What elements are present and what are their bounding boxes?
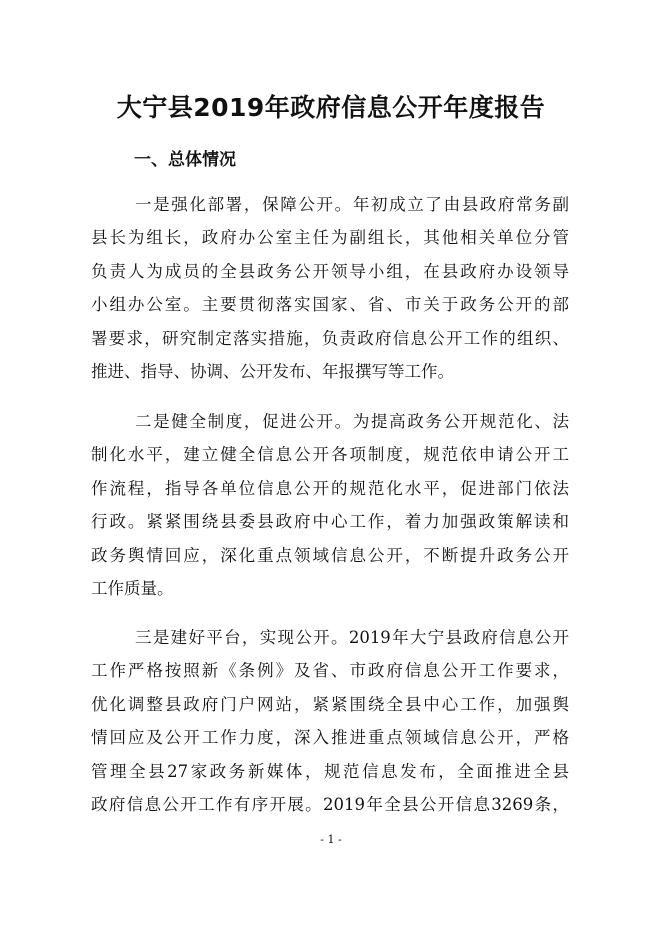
paragraph-line: 推进、指导、协调、公开发布、年报撰写等工作。	[91, 362, 454, 382]
paragraph-line: 工作严格按照新《条例》及省、市政府信息公开工作要求，	[91, 661, 569, 681]
paragraph-line: 三是建好平台，实现公开。2019年大宁县政府信息公开	[135, 628, 569, 647]
paragraph-line: 二是健全制度，促进公开。为提高政务公开规范化、法	[135, 412, 569, 431]
paragraph-2	[91, 405, 569, 605]
paragraph-line: 行政。紧紧围绕县委县政府中心工作，着力加强政策解读和	[91, 512, 569, 532]
paragraph-line: 负责人为成员的全县政务公开领导小组，在县政府办设领导	[91, 261, 569, 281]
paragraph-line: 政府信息公开工作有序开展。2019年全县公开信息3269条，	[91, 795, 569, 815]
page-number: - 1 -	[320, 833, 342, 846]
paragraph-line: 一是强化部署，保障公开。年初成立了由县政府常务副	[135, 195, 569, 214]
paragraph-1	[91, 188, 569, 388]
paragraph-line: 政务舆情回应，深化重点领域信息公开，不断提升政务公开	[91, 545, 569, 565]
paragraph-line: 小组办公室。主要贯彻落实国家、省、市关于政务公开的部	[91, 295, 569, 315]
paragraph-line: 管理全县27家政务新媒体，规范信息发布，全面推进全县	[91, 761, 569, 781]
paragraph-3	[91, 621, 569, 821]
paragraph-line: 制化水平，建立健全信息公开各项制度，规范依申请公开工	[91, 445, 569, 465]
paragraph-line: 作流程，指导各单位信息公开的规范化水平，促进部门依法	[91, 478, 569, 498]
paragraph-line: 情回应及公开工作力度，深入推进重点领域信息公开，严格	[91, 728, 569, 748]
section-heading: 一、总体情况	[134, 150, 236, 170]
paragraph-line: 署要求，研究制定落实措施，负责政府信息公开工作的组织、	[91, 328, 569, 348]
document-title: 大宁县2019年政府信息公开年度报告	[116, 93, 546, 122]
paragraph-line: 工作质量。	[91, 579, 174, 599]
paragraph-line: 县长为组长，政府办公室主任为副组长，其他相关单位分管	[91, 228, 569, 248]
paragraph-line: 优化调整县政府门户网站，紧紧围绕全县中心工作，加强舆	[91, 694, 569, 714]
